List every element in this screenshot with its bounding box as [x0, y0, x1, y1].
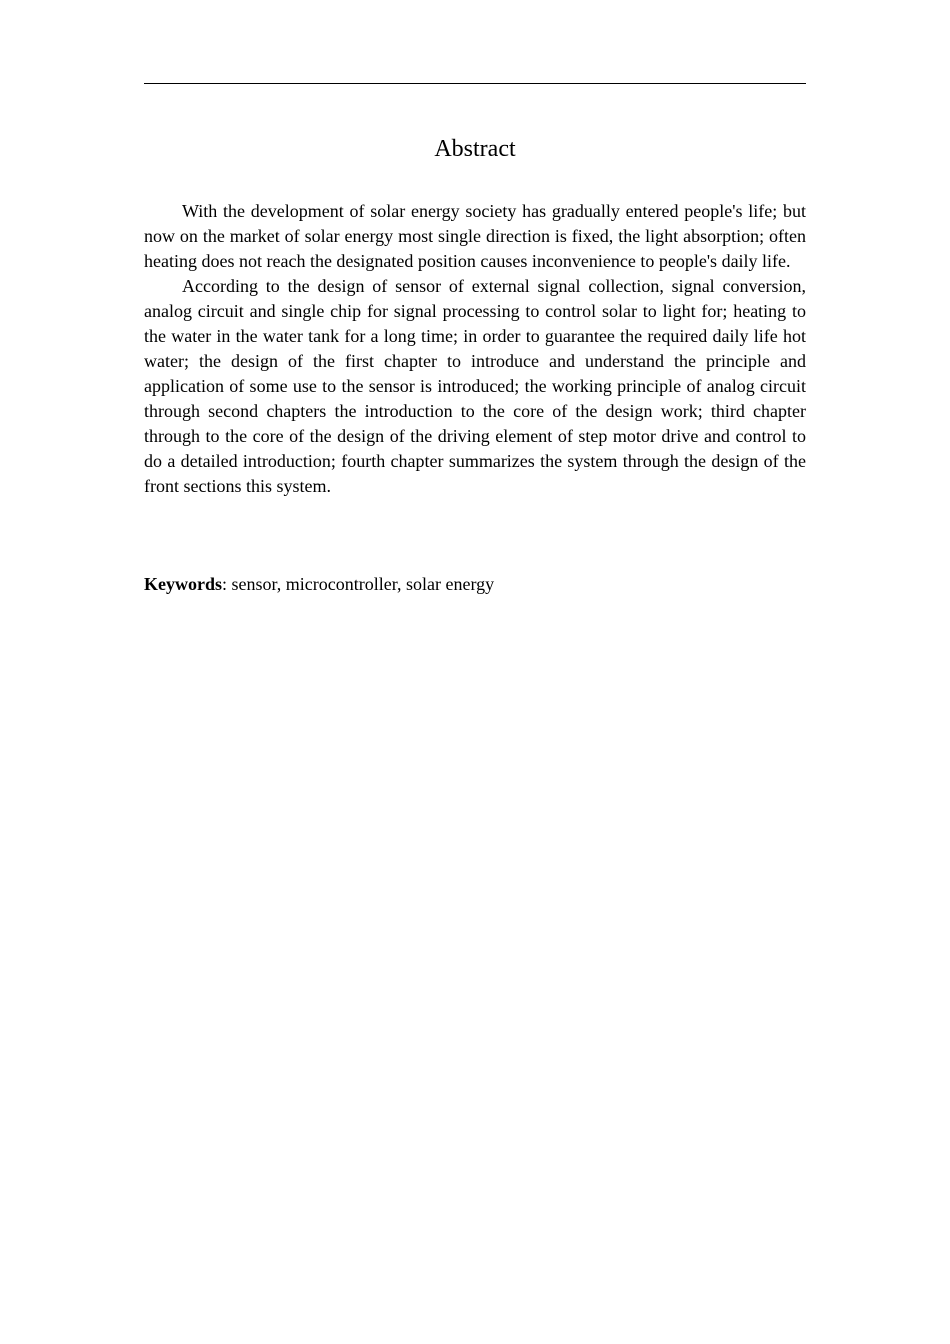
- abstract-body: [144, 199, 806, 499]
- header-rule: [144, 83, 806, 84]
- abstract-paragraph-1: With the development of solar energy society has gradually entered people's life; but now on the market of solar energy most single direction is fixed, the light absorption; often heating does not reach the designated position causes inconvenience to people's daily life.: [144, 201, 806, 271]
- keywords-line: [144, 572, 806, 597]
- abstract-paragraph-2: According to the design of sensor of external signal collection, signal conversion, analog circuit and single chip for signal processing to control solar to light for; heating to the water in the water tank for a long time; in order to guarantee the required daily life hot water; the design of the first chapter to introduce and understand the principle and application of some use to the sensor is introduced; the working principle of analog circuit through second chapters the introduction to the core of the design work; third chapter through to the core of the design of the driving element of step motor drive and control to do a detailed introduction; fourth chapter summarizes the system through the design of the front sections this system.: [144, 276, 806, 496]
- keywords-label: Keywords: [144, 574, 222, 594]
- abstract-title: Abstract: [434, 136, 516, 162]
- keywords-value: sensor, microcontroller, solar energy: [231, 574, 495, 594]
- keywords-separator: :: [222, 574, 232, 594]
